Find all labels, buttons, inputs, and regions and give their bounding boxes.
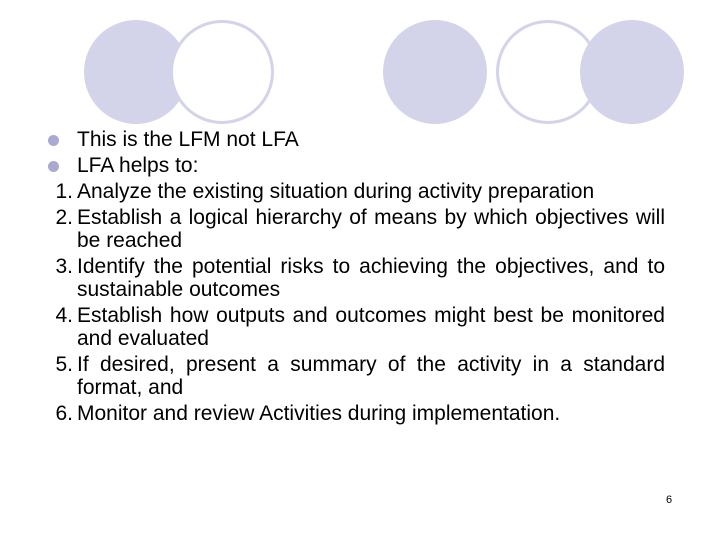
item-number: 3. [55, 255, 73, 278]
bullet-text: LFA helps to: [77, 154, 199, 177]
decorative-circles [0, 0, 720, 120]
decorative-circle-filled [580, 20, 684, 124]
item-number: 4. [55, 304, 73, 327]
page-number: 6 [666, 494, 673, 506]
slide-body [40, 128, 665, 428]
item-text: Analyze the existing situation during activity preparation [77, 180, 595, 203]
decorative-circle-ring [170, 20, 274, 124]
item-text: Monitor and review Activities during implementation. [77, 402, 561, 425]
item-number: 5. [55, 353, 73, 376]
numbered-item [40, 402, 665, 425]
item-number: 6. [55, 402, 73, 425]
bullet-icon [48, 161, 59, 172]
numbered-item [40, 304, 665, 350]
item-number: 1. [55, 180, 73, 203]
item-text: Establish a logical hierarchy of means by which objectives will be reached [77, 206, 665, 252]
item-number: 2. [55, 206, 73, 229]
item-text: Identify the potential risks to achieving the objectives, and to sustainable outcomes [77, 255, 665, 301]
item-text: Establish how outputs and outcomes might best be monitored and evaluated [77, 304, 665, 350]
bullet-item [40, 128, 665, 151]
numbered-item [40, 180, 665, 203]
bullet-text: This is the LFM not LFA [77, 128, 299, 151]
numbered-item [40, 255, 665, 301]
item-text: If desired, present a summary of the activity in a standard format, and [77, 353, 665, 399]
numbered-item [40, 353, 665, 399]
bullet-icon [48, 135, 59, 146]
numbered-item [40, 206, 665, 252]
decorative-circle-filled [383, 20, 487, 124]
bullet-item [40, 154, 665, 177]
